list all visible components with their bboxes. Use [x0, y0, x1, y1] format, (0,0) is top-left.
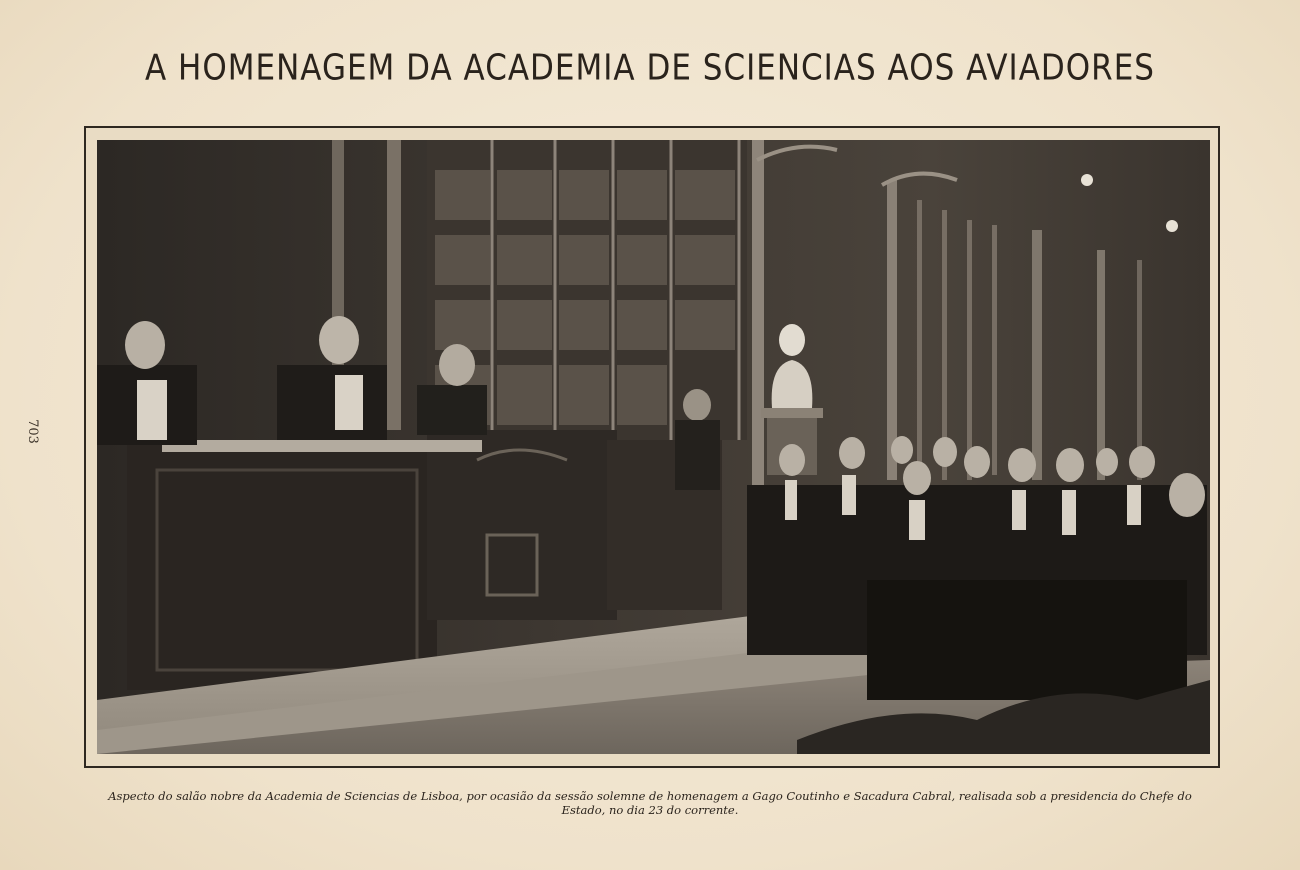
hall-photograph [97, 140, 1210, 754]
photo-illustration [97, 140, 1210, 754]
photo-caption: Aspecto do salão nobre da Academia de Sciencias de Lisboa, por ocasião da sessão solemne de homenagem a Gago Coutinho e Sacadura Cabral, realisada sob a presidencia do Chefe do Estado, no dia 23 do corrente. [108, 789, 1192, 817]
page-number: 703 [24, 419, 40, 444]
page-headline: A HOMENAGEM DA ACADEMIA DE SCIENCIAS AOS AVIADORES [144, 47, 1155, 89]
bookshelves [332, 140, 747, 440]
